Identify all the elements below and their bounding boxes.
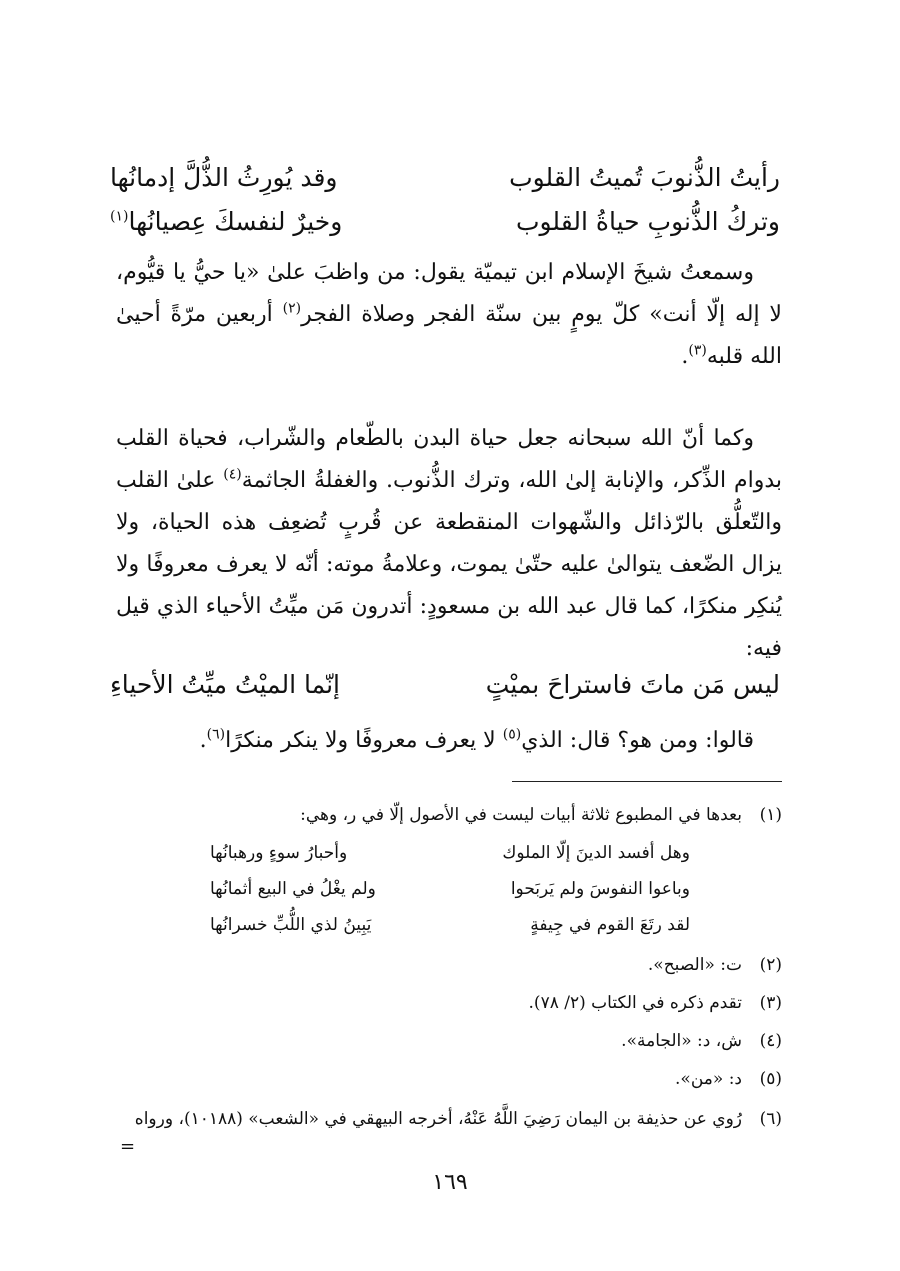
footnote-text: رُوي عن حذيفة بن اليمان رَضِيَ اللَّهُ عَنْهُ، أخرجه البيهقي في «الشعب» (١٠١٨٨)، ورواه bbox=[134, 1109, 742, 1129]
footnote-verse bbox=[210, 908, 690, 942]
paragraph-text: وسمعتُ شيخَ الإسلام ابن تيميّة يقول: من واظبَ علىٰ «يا حيُّ يا قيُّوم، لا إله إلّا أنت» كلّ يومٍ بين سنّة الفجر وصلاة الفجر bbox=[116, 260, 782, 327]
paragraph-text: قالوا: ومن هو؟ قال: الذي bbox=[521, 728, 754, 753]
body-paragraph bbox=[116, 418, 782, 670]
footnote-text: د: «من». bbox=[675, 1069, 742, 1089]
paragraph-end: . bbox=[681, 344, 689, 369]
body-paragraph bbox=[116, 252, 782, 378]
footnote-text: ت: «الصبح». bbox=[647, 955, 742, 975]
verse-hemistich-first: ليس مَن ماتَ فاستراحَ بميْتٍ bbox=[485, 670, 780, 699]
footnote-separator bbox=[512, 781, 782, 782]
footnote-6 bbox=[114, 1106, 782, 1132]
verse-hemistich-first: لقد رتَعَ القوم في جِيفةٍ bbox=[530, 915, 690, 935]
footnote-4 bbox=[114, 1028, 782, 1054]
footnote-verse bbox=[210, 872, 690, 906]
verse-text: وخيرٌ لنفسكَ عِصيانُها bbox=[128, 207, 343, 236]
body-paragraph bbox=[116, 720, 782, 762]
paragraph-text: وكما أنّ الله سبحانه جعل حياة البدن بالطّعام والشّراب، فحياة القلب بدوام الذِّكر، والإنابة إلىٰ الله، وترك الذُّنوب. والغفلةُ الجاثمة bbox=[116, 426, 782, 493]
verse-hemistich-second: إنّما الميْتُ ميِّتُ الأحياءِ bbox=[110, 670, 340, 699]
footnote-3 bbox=[114, 990, 782, 1016]
footnote-text: ش، د: «الجامة». bbox=[621, 1031, 742, 1051]
paragraph-text: علىٰ القلب والتّعلُّق بالرّذائل والشّهوات المنقطعة عن قُربٍ تُضعِف هذه الحياة، ولا يزال الضّعف يتوالىٰ عليه حتّىٰ يموت، وعلامةُ موته: أنّه لا يعرف معروفًا ولا يُنكِر منكرًا، كما قال عبد الله بن مسعودٍ: أتدرون مَن ميِّتُ الأحياء الذي قيل فيه: bbox=[116, 468, 782, 661]
verse-hemistich-second bbox=[110, 200, 430, 244]
footnote-5 bbox=[114, 1066, 782, 1092]
poem-verse bbox=[110, 663, 780, 707]
verse-hemistich-first: وهل أفسد الدينَ إلّا الملوك bbox=[502, 843, 690, 863]
page-number: ١٦٩ bbox=[432, 1170, 468, 1195]
footnote-ref[interactable]: (٤) bbox=[223, 466, 242, 483]
footnote-number: (٣) bbox=[759, 993, 782, 1013]
footnote-number: (٦) bbox=[759, 1109, 782, 1129]
footnote-verse bbox=[210, 836, 690, 870]
verse-hemistich-first: رأيتُ الذُّنوبَ تُميتُ القلوب bbox=[509, 163, 780, 192]
footnote-text: تقدم ذكره في الكتاب (٢/ ٧٨). bbox=[528, 993, 742, 1013]
paragraph-text: لا يعرف معروفًا ولا ينكر منكرًا bbox=[225, 728, 503, 753]
footnote-ref[interactable]: (٦) bbox=[206, 726, 226, 743]
poem-verse bbox=[110, 200, 780, 244]
paragraph-text: أربعين مرّةً أحيىٰ الله قلبه bbox=[116, 302, 782, 369]
footnote-number: (٢) bbox=[759, 955, 782, 975]
paragraph-end: . bbox=[199, 728, 207, 753]
footnote-number: (٤) bbox=[759, 1031, 782, 1051]
verse-hemistich-second: وأحبارُ سوءٍ ورهبانُها bbox=[210, 843, 348, 863]
footnote-text: بعدها في المطبوع ثلاثة أبيات ليست في الأصول إلّا في ر، وهي: bbox=[300, 805, 742, 825]
verse-hemistich-first: وتركُ الذُّنوبِ حياةُ القلوب bbox=[515, 207, 780, 236]
verse-hemistich-second: ولم يغْلُ في البيع أثمانُها bbox=[210, 879, 376, 899]
footnote-number: (١) bbox=[759, 805, 782, 825]
footnote-ref[interactable]: (٣) bbox=[688, 342, 707, 359]
continuation-mark: = bbox=[120, 1136, 136, 1157]
footnote-ref[interactable]: (٢) bbox=[282, 300, 302, 317]
footnote-ref[interactable]: (١) bbox=[110, 208, 129, 225]
footnote-ref[interactable]: (٥) bbox=[502, 726, 522, 743]
poem-verse bbox=[110, 156, 780, 200]
verse-hemistich-second: وقد يُورِثُ الذُّلَّ إدمانُها bbox=[110, 163, 338, 192]
footnote-2 bbox=[114, 952, 782, 978]
verse-hemistich-second: يَبِينُ لذي اللُّبِّ خسرانُها bbox=[210, 915, 372, 935]
footnote-number: (٥) bbox=[759, 1069, 782, 1089]
footnote-1 bbox=[114, 802, 782, 828]
verse-hemistich-first: وباعوا النفوسَ ولم يَربَحوا bbox=[510, 879, 690, 899]
